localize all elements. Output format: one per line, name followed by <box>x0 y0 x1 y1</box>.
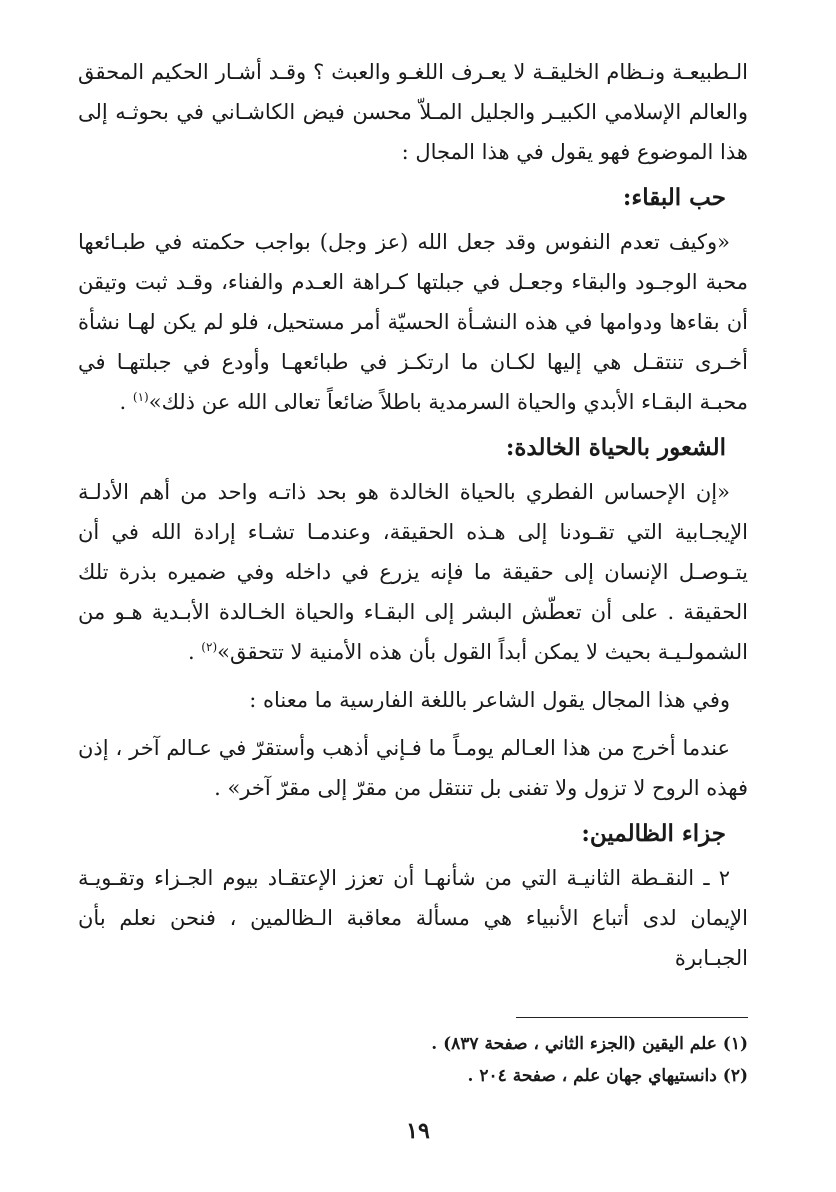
poem-paragraph: عندما أخرج من هذا العـالم يومـاً ما فـإني أذهب وأستقرّ في عـالم آخر ، إذن فهذه الروح لا تزول ولا تفنى بل تنتقل من مقرّ إلى مقرّ آخر» . <box>78 736 748 800</box>
footnote-ref-2[interactable]: (٢) <box>201 640 218 654</box>
heading-love-of-survival: حب البقاء: <box>622 184 726 211</box>
footnote-1: (١) علم اليقين (الجزء الثاني ، صفحة ٨٣٧) . <box>431 1034 748 1054</box>
page-number: ١٩ <box>406 1118 430 1144</box>
heading-punishment-of-oppressors: جزاء الظالمين: <box>581 820 726 847</box>
quote-paragraph-2 <box>78 472 748 672</box>
point-2-paragraph: ٢ ـ النقـطة الثانيـة التي من شأنهـا أن تعزز الإعتقـاد بيوم الجـزاء وتقـويـة الإيمان لدى أتباع الأنبياء هي مسألة معاقبة الـظالمين ، فنحن نعلم بأن الجبـابرة <box>78 866 748 970</box>
footnote-2: (٢) دانستيهاي جهان علم ، صفحة ٢٠٤ . <box>467 1066 748 1086</box>
quote-1-end: . <box>119 390 133 414</box>
page-body <box>78 52 748 978</box>
quote-1-text: «وكيف تعدم النفوس وقد جعل الله (عز وجل) بواجب حكمته في طبـائعها محبة الوجـود والبقاء وجعـل في جبلتها كـراهة العـدم والفناء، وقـد ثبت وتيقن أن بقاءها ودوامها في هذه النشـأة الحسيّة أمر مستحيل، فلو لم يكن لهـا نشأة أخـرى تنتقـل هي إليها لكـان ما ارتكـز في طبائعهـا وأودع في جبلتهـا في محبـة البقـاء الأبدي والحياة السرمدية باطلاً ضائعاً تعالى الله عن ذلك» <box>78 230 748 414</box>
poem-intro-paragraph: وفي هذا المجال يقول الشاعر باللغة الفارسية ما معناه : <box>249 688 730 712</box>
quote-2-text: «إن الإحساس الفطري بالحياة الخالدة هو بحد ذاتـه واحد من أهم الأدلـة الإيجـابية التي تقـودنا إلى هـذه الحقيقة، وعندمـا تشـاء إرادة الله في أن يتـوصـل الإنسان إلى حقيقة ما فإنه يزرع في داخله وفي ضميره بذرة تلك الحقيقة . على أن تعطّش البشر إلى البقـاء والحياة الخـالدة الأبـدية هـو من الشمولـيـة بحيث لا يمكن أبداً القول بأن هذه الأمنية لا تتحقق» <box>78 480 748 664</box>
quote-2-end: . <box>187 640 202 664</box>
heading-eternal-life: الشعور بالحياة الخالدة: <box>505 434 726 461</box>
footnotes <box>78 1028 748 1092</box>
intro-paragraph: الـطبيعـة ونـظام الخليقـة لا يعـرف اللغـو والعبث ؟ وقـد أشـار الحكيم المحقق والعالم الإسلامي الكبيـر والجليل المـلاّ محسن فيض الكاشـاني في بحوثـه إلى هذا الموضوع فهو يقول في هذا المجال : <box>78 60 748 164</box>
footnote-divider <box>516 1017 748 1018</box>
footnote-ref-1[interactable]: (١) <box>132 390 149 404</box>
quote-paragraph-1 <box>78 222 748 422</box>
